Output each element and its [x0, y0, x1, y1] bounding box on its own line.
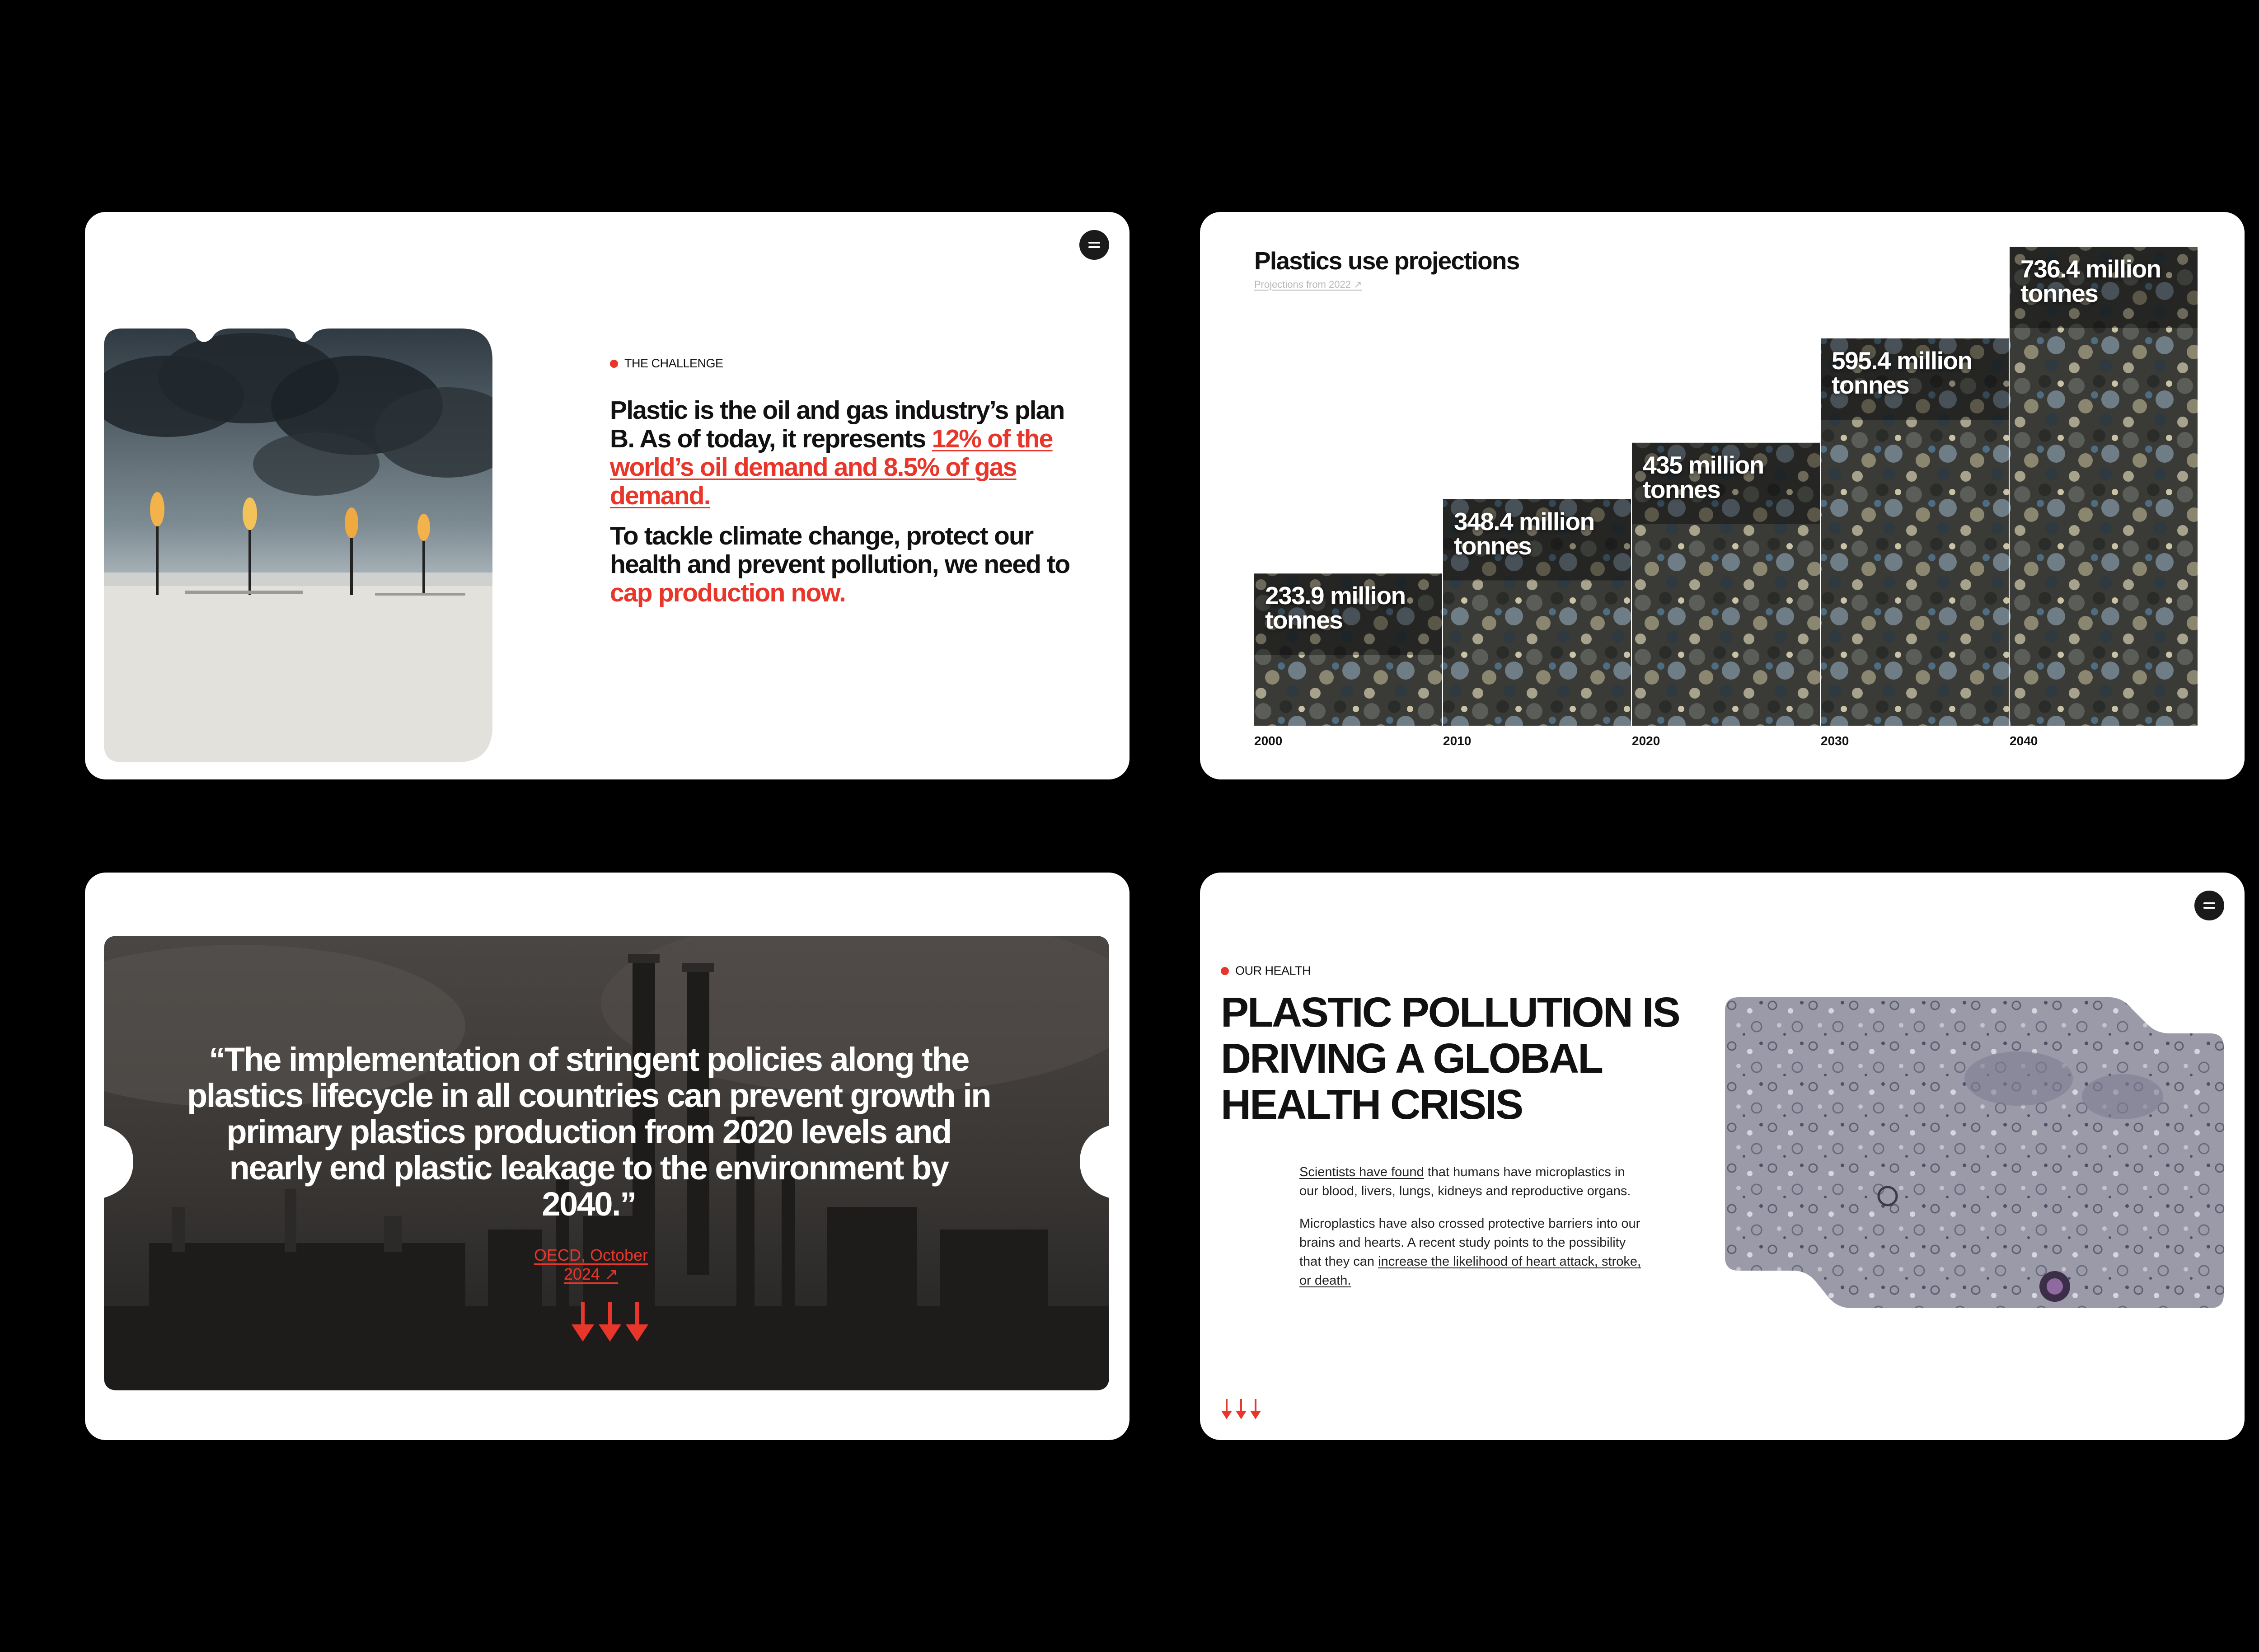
challenge-card — [85, 212, 1130, 779]
health-card — [1200, 873, 2245, 1440]
red-dot-icon — [610, 360, 618, 368]
body-text-2: Microplastics have also crossed protective barriers into our brains and hearts. A recent study points to the possibility that they can — [1299, 1216, 1640, 1269]
chart-subtitle-link[interactable]: Projections from 2022 ↗ — [1254, 279, 1362, 290]
projections-card — [1200, 212, 2245, 779]
quote-card — [85, 873, 1130, 1440]
down-arrows-icon[interactable] — [1221, 1399, 1261, 1420]
microplastics-image — [1725, 997, 2224, 1308]
bar-value-label-2030: 595.4 million tonnes — [1832, 346, 1972, 399]
quote-source-link[interactable]: OECD, October 2024 ↗ — [534, 1246, 648, 1283]
down-arrows-icon[interactable] — [571, 1302, 649, 1342]
heart-attack-link[interactable]: increase the likelihood of heart attack, stroke, or death. — [1299, 1254, 1641, 1288]
challenge-headline — [610, 396, 1071, 619]
x-tick-2040: 2040 — [2010, 734, 2038, 748]
x-tick-2000: 2000 — [1254, 734, 1283, 748]
eyebrow-label: OUR HEALTH — [1235, 964, 1311, 977]
bar-value-label-2000: 233.9 million tonnes — [1265, 582, 1406, 634]
gas-flares-image — [104, 329, 492, 762]
headline-text: Plastic is the oil and gas industry’s plan B. As of today, it represents — [610, 396, 1064, 453]
oil-demand-link[interactable]: 12% of the world’s oil demand and 8.5% of gas demand. — [610, 424, 1053, 510]
cap-production-text: cap production now. — [610, 578, 845, 607]
x-tick-2020: 2020 — [1632, 734, 1660, 748]
bar-value-label-2020: 435 million tonnes — [1643, 451, 1764, 503]
health-title: PLASTIC POLLUTION IS DRIVING A GLOBAL HEALTH CRISIS — [1221, 989, 1679, 1128]
x-tick-2030: 2030 — [1821, 734, 1849, 748]
red-dot-icon — [1221, 967, 1229, 975]
eyebrow-label: THE CHALLENGE — [624, 357, 723, 370]
health-body — [1299, 1163, 1643, 1304]
scientists-link[interactable]: Scientists have found — [1299, 1165, 1424, 1179]
challenge-eyebrow — [610, 357, 723, 371]
headline-text-2: To tackle climate change, protect our health and prevent pollution, we need to — [610, 521, 1070, 579]
chart-title: Plastics use projections — [1254, 247, 1519, 275]
bar-value-label-2040: 736.4 million tonnes — [2020, 255, 2161, 307]
body-text-1: that humans have microplastics in our blood, livers, lungs, kidneys and reproductive organs. — [1299, 1165, 1631, 1198]
quote-text: “The implementation of stringent policies along the plastics lifecycle in all countries can prevent growth in primary plastics production from 2020 levels and nearly end plastic leakage to the environment by 2040.” — [187, 1041, 990, 1223]
health-eyebrow — [1221, 964, 1311, 978]
menu-icon[interactable] — [2194, 891, 2224, 920]
x-tick-2010: 2010 — [1443, 734, 1472, 748]
menu-icon[interactable] — [1079, 230, 1109, 260]
bar-value-label-2010: 348.4 million tonnes — [1454, 507, 1594, 560]
